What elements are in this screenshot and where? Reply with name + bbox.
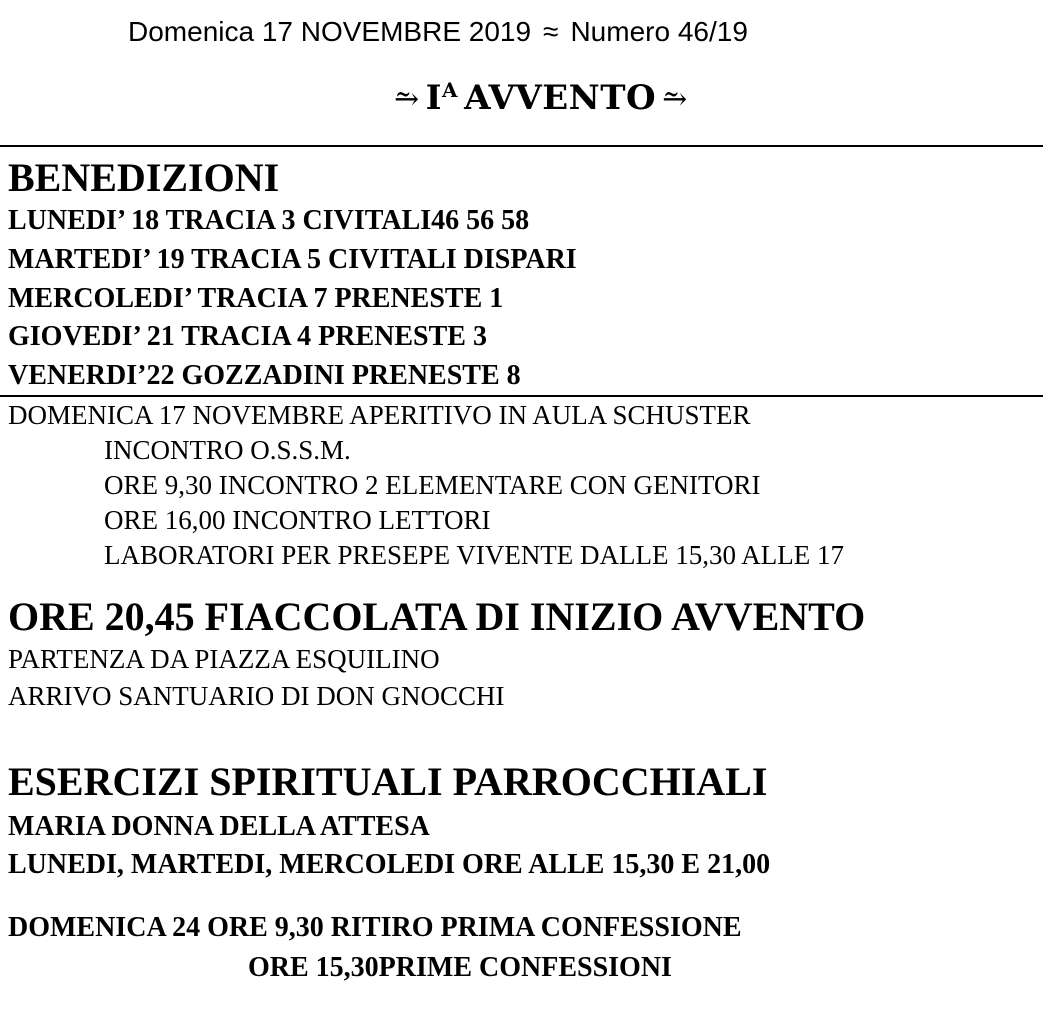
ornament-right-icon: ⥲ bbox=[662, 82, 688, 117]
domenica-24-line: DOMENICA 24 ORE 9,30 RITIRO PRIMA CONFESSIONE bbox=[8, 912, 742, 943]
benedizioni-line: MERCOLEDI’ TRACIA 7 PRENESTE 1 bbox=[8, 283, 504, 314]
ornament-left-icon: ⥲ bbox=[394, 82, 420, 117]
domenica-24-line: ORE 15,30PRIME CONFESSIONI bbox=[248, 952, 672, 983]
domenica-17-item: INCONTRO O.S.S.M. bbox=[104, 435, 351, 465]
benedizioni-line: VENERDI’22 GOZZADINI PRENESTE 8 bbox=[8, 360, 521, 391]
divider-middle bbox=[0, 395, 1043, 397]
bulletin-issue-number: Numero 46/19 bbox=[570, 16, 748, 47]
bulletin-date: Domenica 17 NOVEMBRE 2019 bbox=[128, 16, 532, 47]
fiaccolata-line: ARRIVO SANTUARIO DI DON GNOCCHI bbox=[8, 681, 505, 711]
domenica-17-item: ORE 9,30 INCONTRO 2 ELEMENTARE CON GENITORI bbox=[104, 470, 761, 500]
bulletin-header bbox=[128, 14, 748, 50]
divider-top bbox=[0, 145, 1043, 147]
season-word: AVVENTO bbox=[464, 78, 657, 118]
fiaccolata-heading: ORE 20,45 FIACCOLATA DI INIZIO AVVENTO bbox=[8, 594, 866, 639]
benedizioni-line: MARTEDI’ 19 TRACIA 5 CIVITALI DISPARI bbox=[8, 244, 577, 275]
season-ordinal-suffix: A bbox=[442, 78, 459, 102]
header-separator: ≈ bbox=[543, 16, 559, 47]
esercizi-heading: ESERCIZI SPIRITUALI PARROCCHIALI bbox=[8, 759, 768, 804]
benedizioni-heading: BENEDIZIONI bbox=[8, 155, 280, 200]
domenica-17-item: ORE 16,00 INCONTRO LETTORI bbox=[104, 505, 491, 535]
liturgical-season-title bbox=[388, 68, 694, 122]
esercizi-line: LUNEDI, MARTEDI, MERCOLEDI ORE ALLE 15,30 E 21,00 bbox=[8, 849, 771, 880]
esercizi-line: MARIA DONNA DELLA ATTESA bbox=[8, 811, 430, 842]
benedizioni-line: GIOVEDI’ 21 TRACIA 4 PRENESTE 3 bbox=[8, 321, 487, 352]
domenica-17-line: DOMENICA 17 NOVEMBRE APERITIVO IN AULA SCHUSTER bbox=[8, 400, 751, 430]
domenica-17-item: LABORATORI PER PRESEPE VIVENTE DALLE 15,30 ALLE 17 bbox=[104, 540, 845, 570]
fiaccolata-line: PARTENZA DA PIAZZA ESQUILINO bbox=[8, 644, 440, 674]
benedizioni-line: LUNEDI’ 18 TRACIA 3 CIVITALI46 56 58 bbox=[8, 205, 530, 236]
season-roman-numeral: I bbox=[425, 78, 443, 118]
